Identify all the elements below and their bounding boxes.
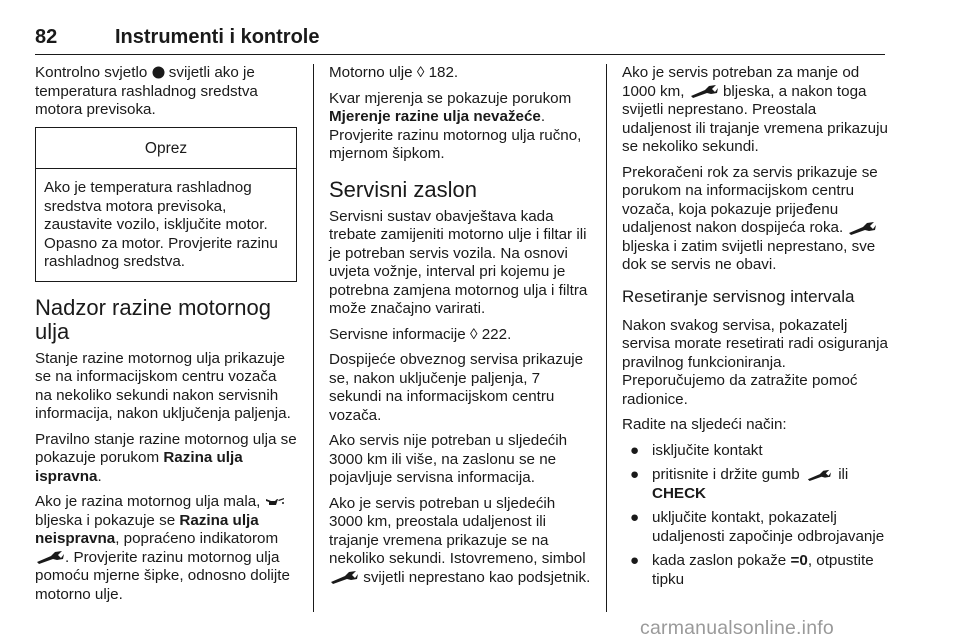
wrench-icon [329, 570, 359, 584]
list-item: ● uključite kontakt, pokazatelj udaljenosti započinje odbrojavanje [630, 509, 885, 545]
paragraph: Ako je servis potreban u sljedećih 3000 km, preostala udaljenost ili trajanje vremena prikazuje se na nekoliko sekundi. Istovremeno, simbol svijetli neprestano kao podsjetnik. [329, 494, 591, 586]
paragraph: Servisne informacije ◊ 222. [329, 325, 512, 343]
paragraph: Nakon svakog servisa, pokazatelj servisa morate resetirati radi osiguranja pravilnog funkcioniranja. Preporučujemo da zatražite pomoć radionice. [622, 316, 888, 408]
list-item: ● pritisnite i držite gumb ili CHECK [630, 466, 849, 502]
steps-list [622, 442, 888, 590]
paragraph: Dospijeće obveznog servisa prikazuje se, nakon uključenje paljenja, 7 sekundi na informacijskom centru vozača. [329, 351, 584, 424]
paragraph: Motorno ulje ◊ 182. [329, 64, 459, 81]
list-item: ● kada zaslon pokaže =0, otpustite tipku [630, 552, 874, 588]
heading-service-display: Servisni zaslon [329, 176, 477, 202]
section-title: Instrumenti i kontrole [115, 26, 320, 48]
page-reference[interactable]: 182 [428, 64, 454, 81]
column-3 [622, 64, 888, 595]
heading-service-reset: Resetiranje servisnog intervala [622, 286, 855, 306]
page-header [35, 24, 885, 55]
page-reference[interactable]: 222 [481, 325, 508, 343]
column-1 [35, 64, 297, 611]
paragraph: Prekoračeni rok za servis prikazuje se porukom na informacijskom centru vozača, koja pokazuje prijeđenu udaljenost nakon dospijeća roka. bljeska i zatim svijetli neprestano, sve dok se servis ne obavi. [622, 163, 878, 273]
wrench-icon [35, 550, 65, 564]
oil-can-icon [265, 496, 285, 507]
wrench-icon [689, 84, 719, 98]
paragraph: Stanje razine motornog ulja prikazuje se na informacijskom centru vozača na nekoliko sekundi nakon servisnih informacija, nakon uključenja paljenja. [35, 349, 291, 422]
page-number: 82 [35, 26, 58, 48]
reference-arrow-icon: ◊ [416, 64, 425, 81]
column-divider [313, 64, 314, 612]
heading-oil-level: Nadzor razine motornog ulja [35, 294, 272, 344]
bullet-icon: ● [630, 509, 640, 526]
paragraph: Ako je razina motornog ulja mala, bljeska i pokazuje se Razina ulja neispravna, popraćeno indikatorom . Provjerite razinu motornog ulja pomoću mjerne šipke, odnosno dolijte motorno ulje. [35, 493, 290, 603]
paragraph: Servisni sustav obavještava kada trebate zamijeniti motorno ulje i filtar ili je potreban servis vozila. Na osnovi uvjeta vožnje, interval pri kojemu je potrebna zamjena motornog ulja i filtra može značajno varirati. [329, 207, 588, 317]
intro-paragraph: Kontrolno svjetlo svijetli ako je temperatura rashladnog sredstva motora previsoka. [35, 64, 258, 118]
warning-light-dot-icon [152, 66, 165, 79]
column-divider [606, 64, 607, 612]
caution-title: Oprez [36, 128, 296, 170]
paragraph: Pravilno stanje razine motornog ulja se pokazuje porukom Razina ulja ispravna. [35, 430, 297, 485]
list-item: ● isključite kontakt [630, 441, 763, 459]
paragraph: Ako je servis potreban za manje od 1000 km, bljeska, a nakon toga svijetli neprestano. Preostala udaljenost ili trajanje vremena prikazuju se nekoliko sekundi. [622, 64, 888, 155]
paragraph: Radite na sljedeći način: [622, 416, 787, 433]
wrench-icon [804, 469, 834, 481]
paragraph: Ako servis nije potreban u sljedećih 3000 km ili više, na zaslonu se ne pojavljuje servisna informacija. [329, 432, 568, 486]
watermark: carmanualsonline.info [640, 617, 834, 639]
wrench-icon [847, 221, 877, 235]
paragraph: Kvar mjerenja se pokazuje porukom Mjerenje razine ulja nevažeće. Provjerite razinu motornog ulja ručno, mjernom šipkom. [329, 89, 582, 162]
bullet-icon: ● [630, 441, 640, 459]
bullet-icon: ● [630, 466, 640, 483]
caution-box [35, 127, 297, 282]
caution-text: Ako je temperatura rashladnog sredstva motora previsoka, zaustavite vozilo, isključite motor. Opasno za motor. Provjerite razinu rashladnog sredstva. [44, 179, 278, 270]
column-2 [329, 64, 591, 594]
bullet-icon: ● [630, 552, 640, 569]
reference-arrow-icon: ◊ [469, 325, 478, 343]
